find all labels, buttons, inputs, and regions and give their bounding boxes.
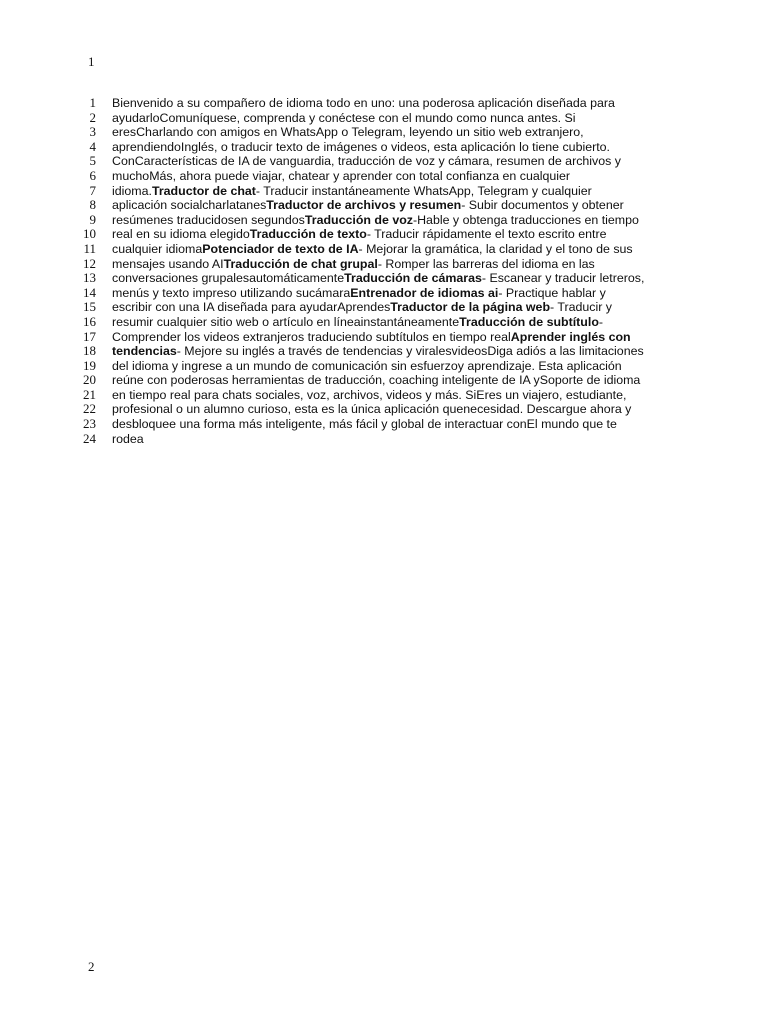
document-line [0,286,768,301]
body-text: muchoMás, ahora puede viajar, chatear y aprender con total confianza en cualquier [112,168,571,183]
body-text: eresCharlando con amigos en WhatsApp o Telegram, leyendo un sitio web extranjero, [112,125,584,140]
line-text [112,227,606,242]
document-line [0,140,768,155]
document-line [0,373,768,388]
bold-heading-text: Traducción de texto [249,227,367,242]
line-number: 23 [83,416,96,432]
bold-heading-text: Traductor de chat [151,183,256,198]
body-text: - Traducir rápidamente el texto escrito entre [366,227,607,242]
body-text: mensajes usando AI [112,256,224,271]
line-text [112,300,612,315]
document-line [0,227,768,242]
line-text [112,257,595,272]
document-line [0,125,768,140]
document-line [0,184,768,199]
body-text: resúmenes traducidosen segundos [112,212,305,227]
document-line [0,388,768,403]
body-text: menús y texto impreso utilizando sucámara [112,285,351,300]
bold-heading-text: tendencias [112,344,177,359]
body-text: profesional o un alumno curioso, esta es la única aplicación quenecesidad. Descargue ahora y [112,402,632,417]
body-text: resumir cualquier sitio web o artículo en líneainstantáneamente [112,314,460,329]
line-number: 9 [89,211,96,227]
line-number: 5 [89,153,96,169]
document-line [0,257,768,272]
body-text: desbloquee una forma más inteligente, más fácil y global de interactuar conEl mundo que te [112,417,617,432]
body-text: en tiempo real para chats sociales, voz, archivos, videos y más. SiEres un viajero, estudiante, [112,387,627,402]
body-text: - Traducir y [550,300,612,315]
bold-heading-text: Traductor de archivos y resumen [266,198,462,213]
document-line [0,213,768,228]
bold-heading-text: Traducción de cámaras [344,271,482,286]
line-number: 20 [83,372,96,388]
bold-heading-text: Aprender inglés con [510,329,631,344]
body-text: cualquier idioma [112,241,203,256]
line-text [112,242,633,257]
body-text: - Escanear y traducir letreros, [481,271,645,286]
line-text [112,315,603,330]
bold-heading-text: Traducción de voz [304,212,413,227]
document-line [0,344,768,359]
body-text: idioma. [112,183,152,198]
line-text [112,388,626,403]
line-number: 11 [83,240,96,256]
line-number: 6 [89,167,96,183]
line-number: 24 [83,430,96,446]
body-text: - Subir documentos y obtener [461,198,624,213]
line-text [112,184,592,199]
line-text [112,432,144,447]
document-line [0,417,768,432]
line-number: 3 [89,124,96,140]
document-line [0,330,768,345]
body-text: escribir con una IA diseñada para ayudarAprendes [112,300,391,315]
body-text: rodea [112,431,144,446]
line-number: 7 [89,182,96,198]
line-number: 13 [83,270,96,286]
body-text: - Mejore su inglés a través de tendencias y viralesvideosDiga adiós a las limitaciones [176,344,644,359]
line-text [112,417,617,432]
document-line [0,111,768,126]
line-text [112,373,640,388]
line-text [112,111,576,126]
line-text [112,344,644,359]
line-number: 21 [83,386,96,402]
line-number: 8 [89,197,96,213]
body-text: conversaciones grupalesautomáticamente [112,271,345,286]
body-text: ayudarloComuníquese, comprenda y conéctese con el mundo como nunca antes. Si [112,110,576,125]
line-text [112,96,615,111]
bold-heading-text: Entrenador de idiomas ai [350,285,499,300]
line-text [112,271,644,286]
body-text: - Romper las barreras del idioma en las [377,256,595,271]
line-text [112,140,610,155]
body-text: ConCaracterísticas de IA de vanguardia, traducción de voz y cámara, resumen de archivos y [112,154,621,169]
body-text: aplicación socialcharlatanes [112,198,267,213]
document-line [0,300,768,315]
document-line [0,402,768,417]
line-number: 4 [89,138,96,154]
document-line [0,271,768,286]
line-number: 1 [89,95,96,110]
body-text: - Practique hablar y [498,285,606,300]
line-number: 18 [83,343,96,359]
line-text [112,169,570,184]
line-number: 15 [83,299,96,315]
top-page-number: 1 [88,54,95,69]
line-number: 17 [83,328,96,344]
line-number: 14 [83,284,96,300]
line-text [112,125,584,140]
line-number: 2 [89,109,96,125]
body-text: del idioma y ingrese a un mundo de comunicación sin esfuerzoy aprendizaje. Esta aplicación [112,358,622,373]
line-number: 22 [83,401,96,417]
line-text [112,402,631,417]
body-text: real en su idioma elegido [112,227,250,242]
line-number: 12 [83,255,96,271]
line-number: 16 [83,313,96,329]
document-line [0,432,768,447]
line-text [112,286,606,301]
bold-heading-text: Traductor de la página web [390,300,551,315]
document-line [0,169,768,184]
document-line [0,198,768,213]
line-number: 19 [83,357,96,373]
document-line [0,315,768,330]
body-text: aprendiendoInglés, o traducir texto de imágenes o videos, esta aplicación lo tiene cubierto. [112,139,611,154]
body-text: - [598,314,604,329]
line-number: 10 [83,226,96,242]
bottom-page-number: 2 [88,959,95,974]
line-text [112,213,639,228]
body-text: -Hable y obtenga traducciones en tiempo [412,212,639,227]
body-text: - Traducir instantáneamente WhatsApp, Telegram y cualquier [255,183,592,198]
line-text [112,330,631,345]
document-line [0,96,768,111]
bold-heading-text: Traducción de chat grupal [223,256,378,271]
body-text: - Mejorar la gramática, la claridad y el tono de sus [358,241,633,256]
body-text: Bienvenido a su compañero de idioma todo en uno: una poderosa aplicación diseñada para [112,96,615,110]
line-text [112,198,624,213]
body-text: reúne con poderosas herramientas de traducción, coaching inteligente de IA ySoporte de idioma [112,373,641,388]
document-body [0,96,768,446]
bold-heading-text: Potenciador de texto de IA [202,241,359,256]
document-line [0,242,768,257]
line-text [112,154,621,169]
document-line [0,154,768,169]
bold-heading-text: Traducción de subtítulo [459,314,599,329]
line-text [112,359,622,374]
document-line [0,359,768,374]
body-text: Comprender los videos extranjeros traduciendo subtítulos en tiempo real [112,329,511,344]
